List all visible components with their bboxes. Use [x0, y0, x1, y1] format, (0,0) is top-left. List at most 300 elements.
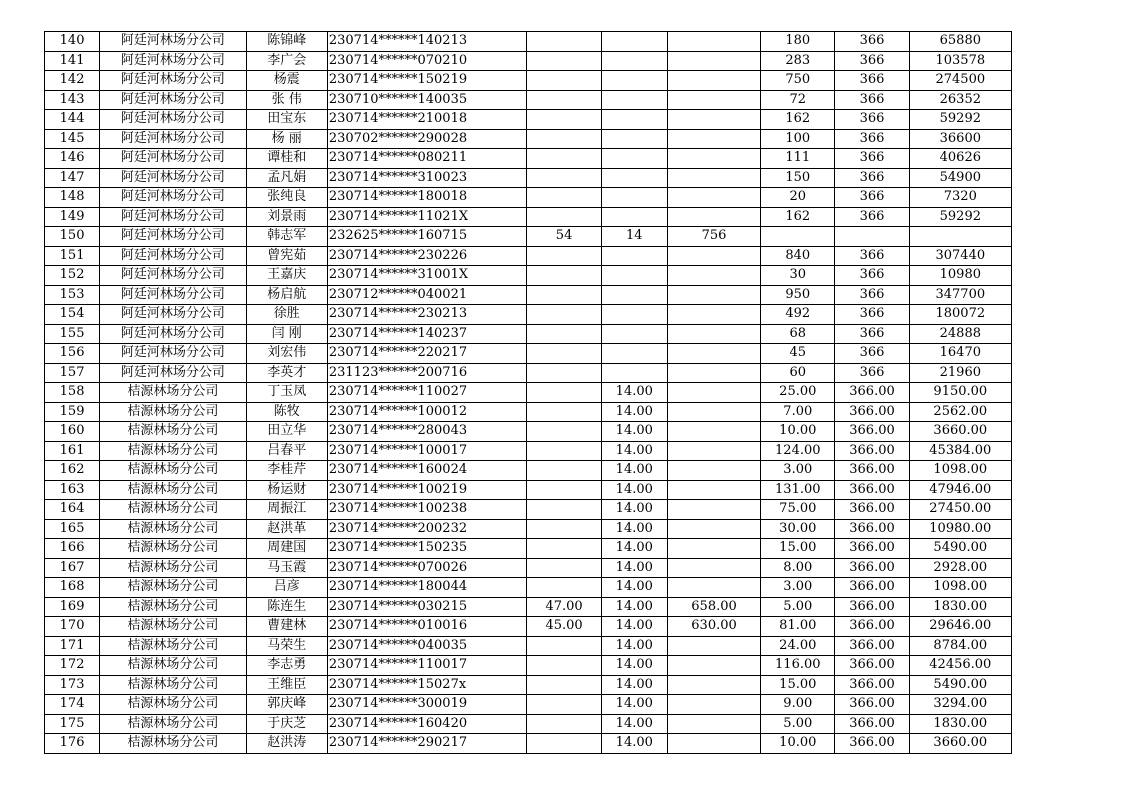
id-number-cell: 230712******040021 [327, 285, 527, 305]
table-row [45, 149, 1012, 169]
price-cell: 366 [835, 324, 909, 344]
name-cell: 田宝东 [246, 110, 327, 130]
table-row [45, 695, 1012, 715]
id-number-cell: 230714******110017 [327, 656, 527, 676]
quantity-cell: 116.00 [761, 656, 835, 676]
row-index-cell: 143 [45, 90, 100, 110]
price-cell: 366 [835, 344, 909, 364]
table-row [45, 578, 1012, 598]
name-cell: 吕彦 [246, 578, 327, 598]
rate-cell [601, 90, 667, 110]
id-number-cell: 231123******200716 [327, 363, 527, 383]
name-cell: 王维臣 [246, 675, 327, 695]
unit-cell: 阿廷河林场分公司 [100, 305, 246, 325]
rate-cell [601, 207, 667, 227]
area-cell [527, 90, 601, 110]
total-cell: 21960 [909, 363, 1011, 383]
area-cell [527, 305, 601, 325]
price-cell: 366.00 [835, 656, 909, 676]
total-cell: 5490.00 [909, 675, 1011, 695]
area-cell: 47.00 [527, 597, 601, 617]
row-index-cell: 158 [45, 383, 100, 403]
row-index-cell: 167 [45, 558, 100, 578]
amount-cell [667, 344, 760, 364]
rate-cell: 14.00 [601, 578, 667, 598]
id-number-cell: 230714******140237 [327, 324, 527, 344]
area-cell [527, 363, 601, 383]
total-cell: 2928.00 [909, 558, 1011, 578]
id-number-cell: 230714******11021X [327, 207, 527, 227]
rate-cell: 14 [601, 227, 667, 247]
name-cell: 张 伟 [246, 90, 327, 110]
name-cell: 马荣生 [246, 636, 327, 656]
row-index-cell: 140 [45, 32, 100, 52]
table-row [45, 246, 1012, 266]
id-number-cell: 230714******200232 [327, 519, 527, 539]
total-cell: 59292 [909, 207, 1011, 227]
rate-cell [601, 51, 667, 71]
price-cell: 366.00 [835, 695, 909, 715]
row-index-cell: 161 [45, 441, 100, 461]
unit-cell: 阿廷河林场分公司 [100, 71, 246, 91]
row-index-cell: 159 [45, 402, 100, 422]
amount-cell [667, 539, 760, 559]
rate-cell [601, 285, 667, 305]
table-row [45, 734, 1012, 754]
table-row [45, 617, 1012, 637]
row-index-cell: 164 [45, 500, 100, 520]
unit-cell: 阿廷河林场分公司 [100, 324, 246, 344]
unit-cell: 阿廷河林场分公司 [100, 129, 246, 149]
rate-cell: 14.00 [601, 656, 667, 676]
table-row [45, 266, 1012, 286]
name-cell: 马玉霞 [246, 558, 327, 578]
row-index-cell: 144 [45, 110, 100, 130]
price-cell: 366.00 [835, 461, 909, 481]
name-cell: 陈牧 [246, 402, 327, 422]
area-cell [527, 110, 601, 130]
rate-cell [601, 149, 667, 169]
area-cell [527, 675, 601, 695]
area-cell [527, 51, 601, 71]
quantity-cell: 124.00 [761, 441, 835, 461]
name-cell: 韩志军 [246, 227, 327, 247]
quantity-cell: 45 [761, 344, 835, 364]
row-index-cell: 166 [45, 539, 100, 559]
area-cell: 54 [527, 227, 601, 247]
row-index-cell: 154 [45, 305, 100, 325]
unit-cell: 桔源林场分公司 [100, 597, 246, 617]
quantity-cell: 150 [761, 168, 835, 188]
area-cell [527, 695, 601, 715]
name-cell: 徐胜 [246, 305, 327, 325]
id-number-cell: 230714******310023 [327, 168, 527, 188]
total-cell: 3660.00 [909, 422, 1011, 442]
table-row [45, 71, 1012, 91]
row-index-cell: 172 [45, 656, 100, 676]
name-cell: 张纯良 [246, 188, 327, 208]
rate-cell: 14.00 [601, 675, 667, 695]
id-number-cell: 230714******080211 [327, 149, 527, 169]
table-row [45, 324, 1012, 344]
rate-cell [601, 344, 667, 364]
quantity-cell: 950 [761, 285, 835, 305]
row-index-cell: 175 [45, 714, 100, 734]
area-cell [527, 149, 601, 169]
price-cell: 366 [835, 363, 909, 383]
total-cell: 180072 [909, 305, 1011, 325]
id-number-cell: 232625******160715 [327, 227, 527, 247]
area-cell [527, 324, 601, 344]
unit-cell: 桔源林场分公司 [100, 734, 246, 754]
name-cell: 李志勇 [246, 656, 327, 676]
total-cell: 42456.00 [909, 656, 1011, 676]
quantity-cell: 5.00 [761, 714, 835, 734]
rate-cell [601, 266, 667, 286]
amount-cell [667, 402, 760, 422]
row-index-cell: 146 [45, 149, 100, 169]
area-cell [527, 734, 601, 754]
id-number-cell: 230714******150235 [327, 539, 527, 559]
quantity-cell: 840 [761, 246, 835, 266]
amount-cell [667, 285, 760, 305]
price-cell: 366.00 [835, 578, 909, 598]
row-index-cell: 157 [45, 363, 100, 383]
name-cell: 曾宪茹 [246, 246, 327, 266]
unit-cell: 桔源林场分公司 [100, 441, 246, 461]
area-cell [527, 266, 601, 286]
table-row [45, 383, 1012, 403]
table-row [45, 285, 1012, 305]
unit-cell: 阿廷河林场分公司 [100, 266, 246, 286]
quantity-cell: 5.00 [761, 597, 835, 617]
unit-cell: 桔源林场分公司 [100, 500, 246, 520]
total-cell: 54900 [909, 168, 1011, 188]
id-number-cell: 230714******160420 [327, 714, 527, 734]
unit-cell: 桔源林场分公司 [100, 636, 246, 656]
quantity-cell: 30 [761, 266, 835, 286]
price-cell: 366.00 [835, 636, 909, 656]
amount-cell [667, 90, 760, 110]
amount-cell [667, 266, 760, 286]
area-cell [527, 636, 601, 656]
price-cell: 366 [835, 71, 909, 91]
id-number-cell: 230714******100219 [327, 480, 527, 500]
total-cell: 59292 [909, 110, 1011, 130]
unit-cell: 桔源林场分公司 [100, 461, 246, 481]
table-row [45, 539, 1012, 559]
name-cell: 闫 刚 [246, 324, 327, 344]
row-index-cell: 145 [45, 129, 100, 149]
quantity-cell: 20 [761, 188, 835, 208]
amount-cell [667, 714, 760, 734]
rate-cell [601, 32, 667, 52]
quantity-cell: 75.00 [761, 500, 835, 520]
rate-cell: 14.00 [601, 617, 667, 637]
total-cell: 7320 [909, 188, 1011, 208]
price-cell: 366 [835, 246, 909, 266]
amount-cell [667, 246, 760, 266]
row-index-cell: 142 [45, 71, 100, 91]
row-index-cell: 170 [45, 617, 100, 637]
total-cell: 29646.00 [909, 617, 1011, 637]
total-cell: 10980.00 [909, 519, 1011, 539]
name-cell: 于庆芝 [246, 714, 327, 734]
amount-cell [667, 110, 760, 130]
quantity-cell: 162 [761, 110, 835, 130]
quantity-cell: 10.00 [761, 734, 835, 754]
id-number-cell: 230714******31001X [327, 266, 527, 286]
table-row [45, 480, 1012, 500]
price-cell: 366 [835, 51, 909, 71]
name-cell: 丁玉凤 [246, 383, 327, 403]
quantity-cell: 162 [761, 207, 835, 227]
id-number-cell: 230714******100012 [327, 402, 527, 422]
table-body [45, 32, 1012, 754]
unit-cell: 桔源林场分公司 [100, 539, 246, 559]
price-cell: 366.00 [835, 441, 909, 461]
rate-cell: 14.00 [601, 519, 667, 539]
area-cell [527, 539, 601, 559]
id-number-cell: 230714******150219 [327, 71, 527, 91]
unit-cell: 阿廷河林场分公司 [100, 32, 246, 52]
price-cell: 366.00 [835, 519, 909, 539]
total-cell: 347700 [909, 285, 1011, 305]
table-row [45, 558, 1012, 578]
rate-cell [601, 71, 667, 91]
unit-cell: 阿廷河林场分公司 [100, 168, 246, 188]
total-cell: 1830.00 [909, 597, 1011, 617]
amount-cell [667, 675, 760, 695]
total-cell: 1098.00 [909, 578, 1011, 598]
price-cell: 366.00 [835, 383, 909, 403]
table-row [45, 597, 1012, 617]
amount-cell [667, 363, 760, 383]
total-cell: 2562.00 [909, 402, 1011, 422]
id-number-cell: 230714******040035 [327, 636, 527, 656]
unit-cell: 阿廷河林场分公司 [100, 285, 246, 305]
amount-cell: 658.00 [667, 597, 760, 617]
price-cell: 366 [835, 110, 909, 130]
table-row [45, 227, 1012, 247]
unit-cell: 桔源林场分公司 [100, 383, 246, 403]
unit-cell: 桔源林场分公司 [100, 578, 246, 598]
quantity-cell: 10.00 [761, 422, 835, 442]
amount-cell [667, 324, 760, 344]
area-cell [527, 402, 601, 422]
area-cell [527, 71, 601, 91]
amount-cell: 756 [667, 227, 760, 247]
price-cell [835, 227, 909, 247]
quantity-cell: 111 [761, 149, 835, 169]
table-row [45, 129, 1012, 149]
quantity-cell: 750 [761, 71, 835, 91]
amount-cell [667, 734, 760, 754]
row-index-cell: 150 [45, 227, 100, 247]
table-row [45, 500, 1012, 520]
row-index-cell: 162 [45, 461, 100, 481]
id-number-cell: 230714******210018 [327, 110, 527, 130]
area-cell [527, 656, 601, 676]
table-row [45, 207, 1012, 227]
price-cell: 366.00 [835, 500, 909, 520]
unit-cell: 桔源林场分公司 [100, 695, 246, 715]
id-number-cell: 230714******100238 [327, 500, 527, 520]
total-cell: 3294.00 [909, 695, 1011, 715]
rate-cell: 14.00 [601, 383, 667, 403]
id-number-cell: 230714******180044 [327, 578, 527, 598]
area-cell [527, 32, 601, 52]
rate-cell [601, 363, 667, 383]
table-row [45, 675, 1012, 695]
unit-cell: 阿廷河林场分公司 [100, 90, 246, 110]
id-number-cell: 230714******160024 [327, 461, 527, 481]
unit-cell: 桔源林场分公司 [100, 519, 246, 539]
total-cell: 65880 [909, 32, 1011, 52]
id-number-cell: 230714******140213 [327, 32, 527, 52]
quantity-cell: 30.00 [761, 519, 835, 539]
name-cell: 郭庆峰 [246, 695, 327, 715]
amount-cell [667, 636, 760, 656]
unit-cell: 阿廷河林场分公司 [100, 188, 246, 208]
amount-cell [667, 441, 760, 461]
row-index-cell: 160 [45, 422, 100, 442]
table-row [45, 344, 1012, 364]
total-cell: 274500 [909, 71, 1011, 91]
area-cell [527, 188, 601, 208]
name-cell: 杨运财 [246, 480, 327, 500]
name-cell: 赵洪革 [246, 519, 327, 539]
area-cell [527, 519, 601, 539]
rate-cell [601, 246, 667, 266]
amount-cell [667, 188, 760, 208]
quantity-cell: 60 [761, 363, 835, 383]
total-cell: 26352 [909, 90, 1011, 110]
name-cell: 孟凡娟 [246, 168, 327, 188]
unit-cell: 阿廷河林场分公司 [100, 363, 246, 383]
unit-cell: 阿廷河林场分公司 [100, 246, 246, 266]
row-index-cell: 149 [45, 207, 100, 227]
id-number-cell: 230714******110027 [327, 383, 527, 403]
total-cell: 36600 [909, 129, 1011, 149]
unit-cell: 阿廷河林场分公司 [100, 344, 246, 364]
rate-cell: 14.00 [601, 597, 667, 617]
amount-cell [667, 32, 760, 52]
total-cell: 16470 [909, 344, 1011, 364]
quantity-cell: 8.00 [761, 558, 835, 578]
quantity-cell: 72 [761, 90, 835, 110]
id-number-cell: 230714******180018 [327, 188, 527, 208]
unit-cell: 桔源林场分公司 [100, 617, 246, 637]
area-cell [527, 246, 601, 266]
quantity-cell: 81.00 [761, 617, 835, 637]
area-cell [527, 714, 601, 734]
amount-cell [667, 461, 760, 481]
row-index-cell: 165 [45, 519, 100, 539]
table-row [45, 188, 1012, 208]
price-cell: 366.00 [835, 734, 909, 754]
row-index-cell: 163 [45, 480, 100, 500]
id-number-cell: 230714******300019 [327, 695, 527, 715]
total-cell: 40626 [909, 149, 1011, 169]
price-cell: 366 [835, 285, 909, 305]
rate-cell: 14.00 [601, 422, 667, 442]
quantity-cell: 131.00 [761, 480, 835, 500]
rate-cell: 14.00 [601, 500, 667, 520]
unit-cell: 阿廷河林场分公司 [100, 227, 246, 247]
total-cell: 9150.00 [909, 383, 1011, 403]
amount-cell [667, 168, 760, 188]
area-cell [527, 578, 601, 598]
unit-cell: 阿廷河林场分公司 [100, 149, 246, 169]
id-number-cell: 230714******15027x [327, 675, 527, 695]
amount-cell [667, 578, 760, 598]
area-cell [527, 480, 601, 500]
amount-cell [667, 383, 760, 403]
name-cell: 杨 丽 [246, 129, 327, 149]
amount-cell [667, 422, 760, 442]
id-number-cell: 230702******290028 [327, 129, 527, 149]
unit-cell: 阿廷河林场分公司 [100, 207, 246, 227]
price-cell: 366 [835, 90, 909, 110]
amount-cell [667, 480, 760, 500]
row-index-cell: 156 [45, 344, 100, 364]
area-cell: 45.00 [527, 617, 601, 637]
price-cell: 366.00 [835, 617, 909, 637]
row-index-cell: 153 [45, 285, 100, 305]
id-number-cell: 230714******230213 [327, 305, 527, 325]
amount-cell [667, 51, 760, 71]
amount-cell [667, 207, 760, 227]
quantity-cell: 68 [761, 324, 835, 344]
price-cell: 366.00 [835, 558, 909, 578]
id-number-cell: 230714******290217 [327, 734, 527, 754]
rate-cell: 14.00 [601, 461, 667, 481]
price-cell: 366 [835, 266, 909, 286]
row-index-cell: 141 [45, 51, 100, 71]
quantity-cell: 100 [761, 129, 835, 149]
table-row [45, 110, 1012, 130]
rate-cell [601, 305, 667, 325]
area-cell [527, 500, 601, 520]
name-cell: 陈锦峰 [246, 32, 327, 52]
row-index-cell: 155 [45, 324, 100, 344]
rate-cell: 14.00 [601, 734, 667, 754]
amount-cell [667, 305, 760, 325]
amount-cell [667, 71, 760, 91]
area-cell [527, 422, 601, 442]
unit-cell: 阿廷河林场分公司 [100, 51, 246, 71]
id-number-cell: 230710******140035 [327, 90, 527, 110]
area-cell [527, 207, 601, 227]
price-cell: 366 [835, 149, 909, 169]
table-row [45, 168, 1012, 188]
table-row [45, 656, 1012, 676]
total-cell: 5490.00 [909, 539, 1011, 559]
table-row [45, 519, 1012, 539]
name-cell: 陈连生 [246, 597, 327, 617]
amount-cell [667, 129, 760, 149]
area-cell [527, 461, 601, 481]
price-cell: 366 [835, 207, 909, 227]
rate-cell: 14.00 [601, 441, 667, 461]
name-cell: 田立华 [246, 422, 327, 442]
amount-cell [667, 149, 760, 169]
quantity-cell: 283 [761, 51, 835, 71]
id-number-cell: 230714******010016 [327, 617, 527, 637]
table-row [45, 305, 1012, 325]
unit-cell: 桔源林场分公司 [100, 402, 246, 422]
